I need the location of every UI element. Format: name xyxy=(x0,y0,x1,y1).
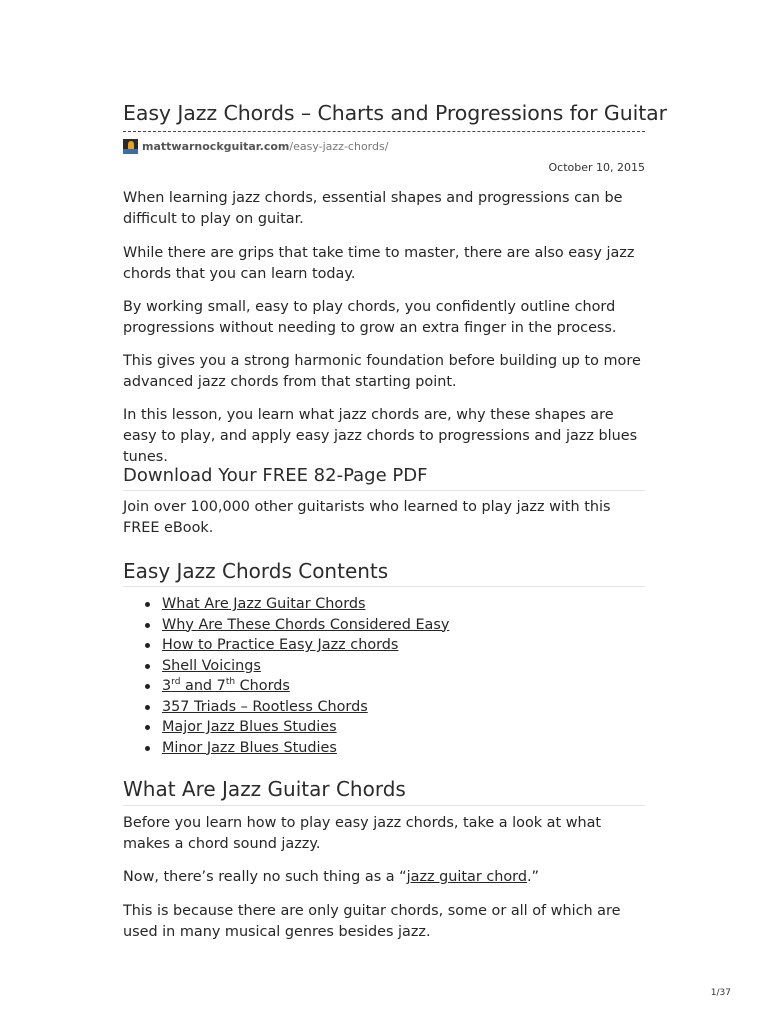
toc-link-text: 3 xyxy=(162,678,172,694)
download-divider xyxy=(123,490,645,491)
section-divider xyxy=(123,805,645,806)
paragraph-text: Now, there’s really no such thing as a “ xyxy=(123,869,407,885)
toc-link-major-blues[interactable]: Major Jazz Blues Studies xyxy=(162,719,337,735)
source-link[interactable] xyxy=(123,138,388,154)
contents-divider xyxy=(123,586,645,587)
superscript: rd xyxy=(171,677,181,687)
paragraph-text: .” xyxy=(526,869,539,885)
list-item xyxy=(123,697,449,718)
list-item xyxy=(123,656,449,677)
intro-paragraph-4: This gives you a strong harmonic foundation before building up to more advanced jazz chords from that starting point. xyxy=(123,353,641,390)
list-item xyxy=(123,635,449,656)
section-paragraph-3: This is because there are only guitar chords, some or all of which are used in many musical genres besides jazz. xyxy=(123,903,621,940)
section-paragraph-2 xyxy=(123,867,645,888)
article-date: October 10, 2015 xyxy=(548,161,645,174)
list-item xyxy=(123,717,449,738)
source-domain[interactable]: mattwarnockguitar.com xyxy=(142,139,290,153)
toc-link-357-triads[interactable]: 357 Triads – Rootless Chords xyxy=(162,698,368,715)
contents-list xyxy=(123,594,449,758)
jazz-guitar-chord-link[interactable]: jazz guitar chord xyxy=(406,869,527,885)
toc-link-what-are[interactable]: What Are Jazz Guitar Chords xyxy=(162,596,366,612)
contents-heading: Easy Jazz Chords Contents xyxy=(123,559,389,583)
title-divider xyxy=(123,131,645,132)
toc-link-how-to-practice[interactable]: How to Practice Easy Jazz chords xyxy=(162,637,399,653)
download-heading: Download Your FREE 82-Page PDF xyxy=(123,465,428,486)
intro-paragraph-3: By working small, easy to play chords, you confidently outline chord progressions without needing to grow an extra finger in the process. xyxy=(123,299,617,336)
superscript: th xyxy=(225,677,236,687)
section-heading: What Are Jazz Guitar Chords xyxy=(123,777,406,801)
intro-paragraph-1: When learning jazz chords, essential shapes and progressions can be difficult to play on guitar. xyxy=(123,190,623,227)
list-item xyxy=(123,615,449,636)
article-title: Easy Jazz Chords – Charts and Progressions for Guitar xyxy=(123,101,667,125)
list-item xyxy=(123,676,449,697)
toc-link-text: and 7 xyxy=(180,678,226,694)
section-paragraph-1: Before you learn how to play easy jazz chords, take a look at what makes a chord sound jazzy. xyxy=(123,815,602,852)
toc-link-text: Chords xyxy=(235,678,290,694)
intro-paragraph-5: In this lesson, you learn what jazz chords are, why these shapes are easy to play, and apply easy jazz chords to progressions and jazz blues tunes. xyxy=(123,407,638,465)
toc-link-minor-blues[interactable]: Minor Jazz Blues Studies xyxy=(162,739,337,756)
page-number: 1/37 xyxy=(710,988,731,998)
download-text: Join over 100,000 other guitarists who learned to play jazz with this FREE eBook. xyxy=(123,499,611,536)
source-path[interactable]: /easy-jazz-chords/ xyxy=(289,139,389,153)
toc-link-3rd-7th-chords[interactable] xyxy=(162,678,290,694)
list-item xyxy=(123,594,449,615)
intro-paragraph-2: While there are grips that take time to master, there are also easy jazz chords that you can learn today. xyxy=(123,245,635,282)
list-item xyxy=(123,738,449,759)
toc-link-why-easy[interactable]: Why Are These Chords Considered Easy xyxy=(162,616,450,633)
toc-link-shell-voicings[interactable]: Shell Voicings xyxy=(162,657,261,674)
site-favicon-icon xyxy=(123,139,138,154)
